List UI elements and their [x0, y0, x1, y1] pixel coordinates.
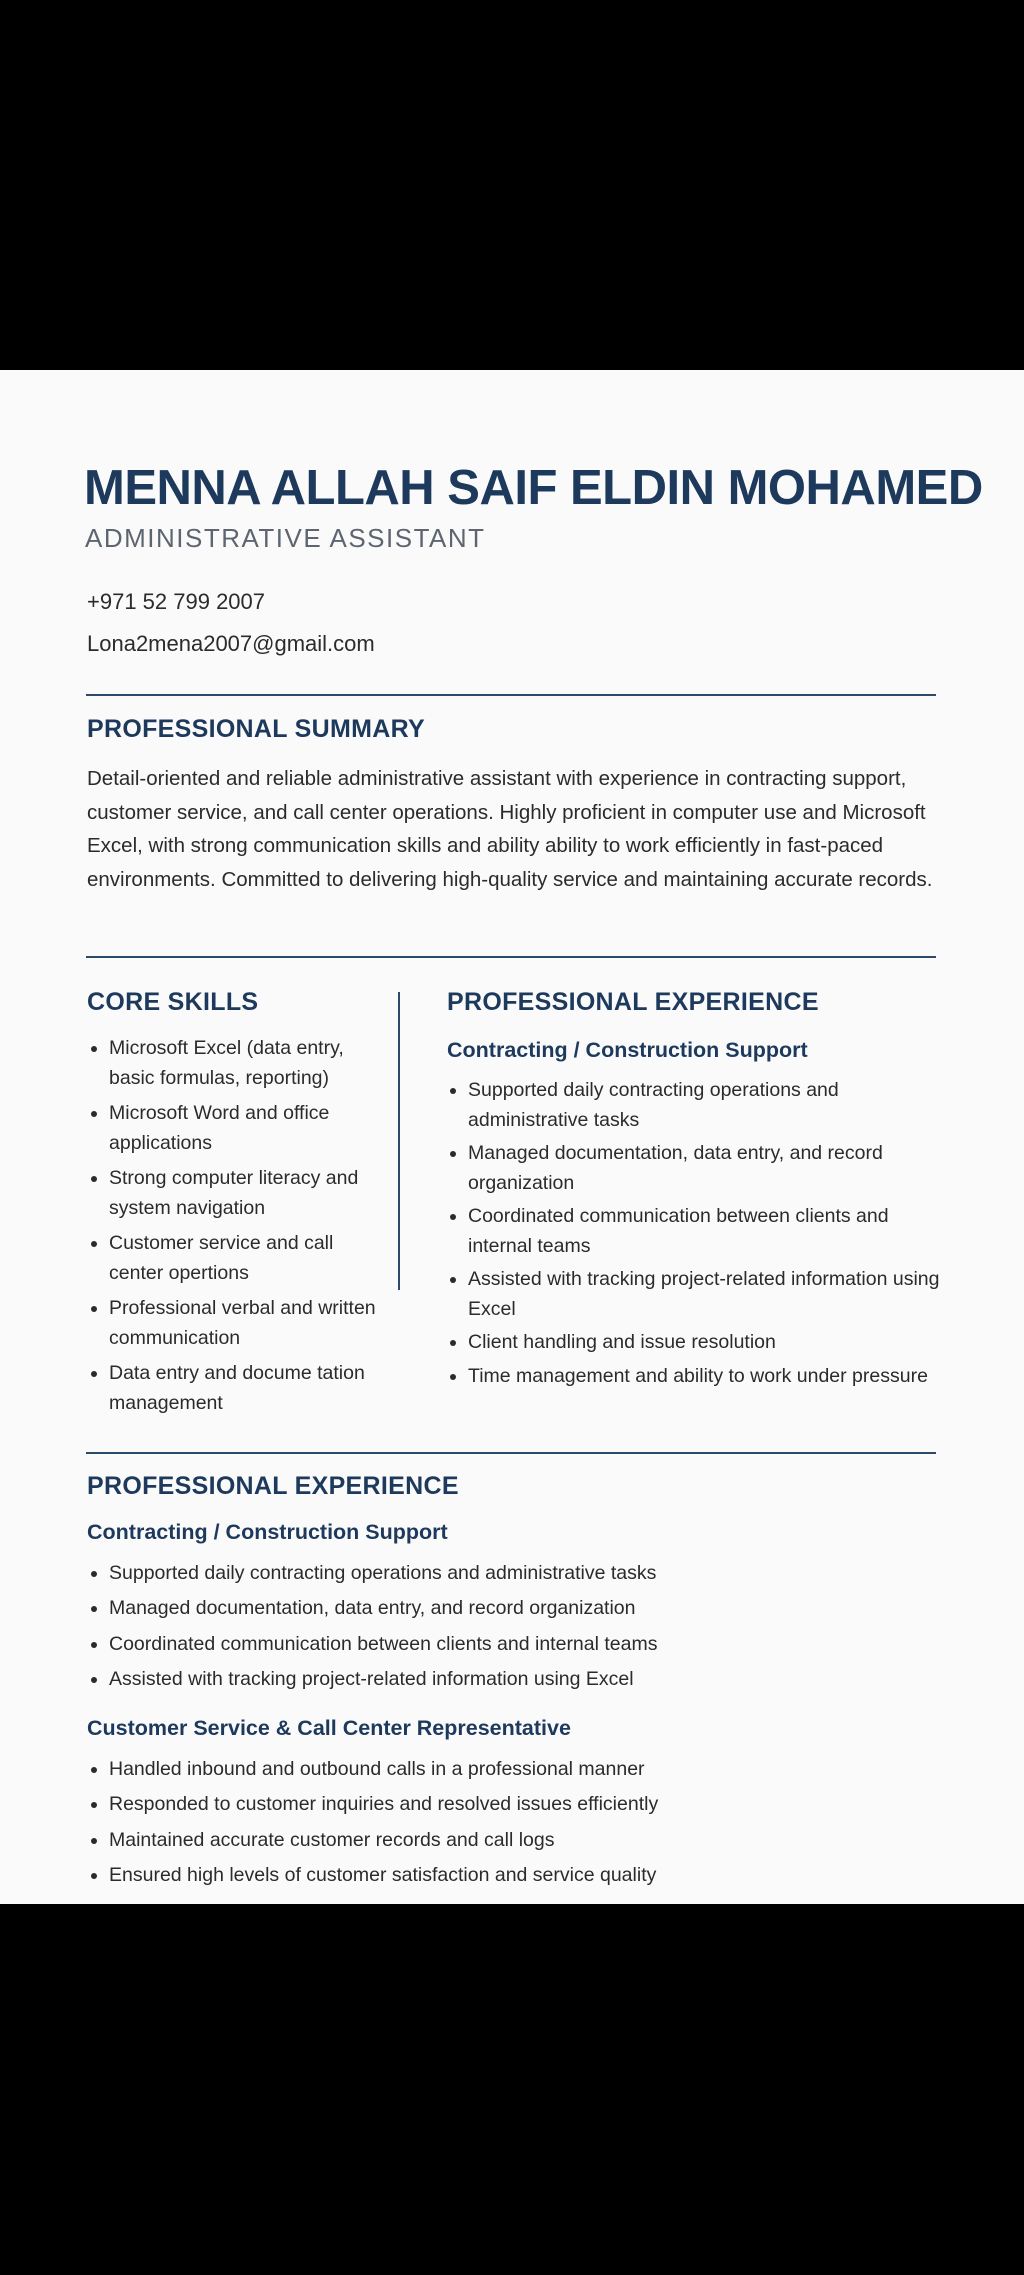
- list-item: Strong computer literacy and system navigation: [88, 1164, 388, 1223]
- role-list-contracting: [88, 1556, 968, 1697]
- list-item: Microsoft Word and office applications: [88, 1099, 388, 1158]
- list-item: Professional verbal and written communication: [88, 1294, 388, 1353]
- divider-experience-top: [86, 1452, 936, 1454]
- list-item: Time management and ability to work under pressure: [447, 1362, 957, 1392]
- list-item: Assisted with tracking project-related information using Excel: [447, 1265, 957, 1324]
- job-title: ADMINISTRATIVE ASSISTANT: [85, 523, 486, 553]
- resume-page: [0, 370, 1024, 1904]
- divider-summary-bottom: [86, 956, 936, 958]
- list-item: Managed documentation, data entry, and record organization: [88, 1591, 968, 1626]
- contact-phone: +971 52 799 2007: [87, 589, 266, 614]
- experience-role-title-column: Contracting / Construction Support: [447, 1038, 808, 1062]
- list-item: Supported daily contracting operations and administrative tasks: [88, 1556, 968, 1591]
- list-item: Managed documentation, data entry, and record organization: [447, 1139, 957, 1198]
- contact-email: Lona2mena2007@gmail.com: [87, 631, 375, 656]
- role-title-contracting: Contracting / Construction Support: [87, 1520, 448, 1544]
- experience-heading-column: PROFESSIONAL EXPERIENCE: [447, 988, 819, 1016]
- list-item: Microsoft Excel (data entry, basic formulas, reporting): [88, 1034, 388, 1093]
- core-skills-list: [88, 1034, 388, 1424]
- list-item: Data entry and docume tation management: [88, 1359, 388, 1418]
- experience-heading: PROFESSIONAL EXPERIENCE: [87, 1472, 459, 1500]
- role-list-customer-service: [88, 1752, 968, 1893]
- summary-heading: PROFESSIONAL SUMMARY: [87, 715, 425, 743]
- role-title-customer-service: Customer Service & Call Center Representative: [87, 1716, 571, 1740]
- candidate-name: MENNA ALLAH SAIF ELDIN MOHAMED: [84, 461, 983, 515]
- list-item: Ensured high levels of customer satisfaction and service quality: [88, 1858, 968, 1893]
- list-item: Coordinated communication between clients and internal teams: [88, 1627, 968, 1662]
- core-skills-heading: CORE SKILLS: [87, 988, 259, 1016]
- experience-list-column: [447, 1076, 957, 1395]
- list-item: Assisted with tracking project-related information using Excel: [88, 1662, 968, 1697]
- list-item: Responded to customer inquiries and resolved issues efficiently: [88, 1787, 968, 1822]
- list-item: Handled inbound and outbound calls in a professional manner: [88, 1752, 968, 1787]
- list-item: Coordinated communication between clients and internal teams: [447, 1202, 957, 1261]
- summary-text: Detail-oriented and reliable administrative assistant with experience in contracting support, customer service, and call center operations. Highly proficient in computer use and Microsoft Excel, with strong communication skills and ability ability to work efficiently in fast-paced environments. Committed to delivering high-quality service and maintaining accurate records.: [87, 767, 933, 891]
- list-item: Maintained accurate customer records and call logs: [88, 1823, 968, 1858]
- column-divider: [398, 992, 400, 1290]
- list-item: Client handling and issue resolution: [447, 1328, 957, 1358]
- list-item: Customer service and call center opertions: [88, 1229, 388, 1288]
- divider-summary-top: [86, 694, 936, 696]
- top-black-band: [0, 0, 1024, 370]
- bottom-black-band: [0, 1904, 1024, 2275]
- list-item: Supported daily contracting operations and administrative tasks: [447, 1076, 957, 1135]
